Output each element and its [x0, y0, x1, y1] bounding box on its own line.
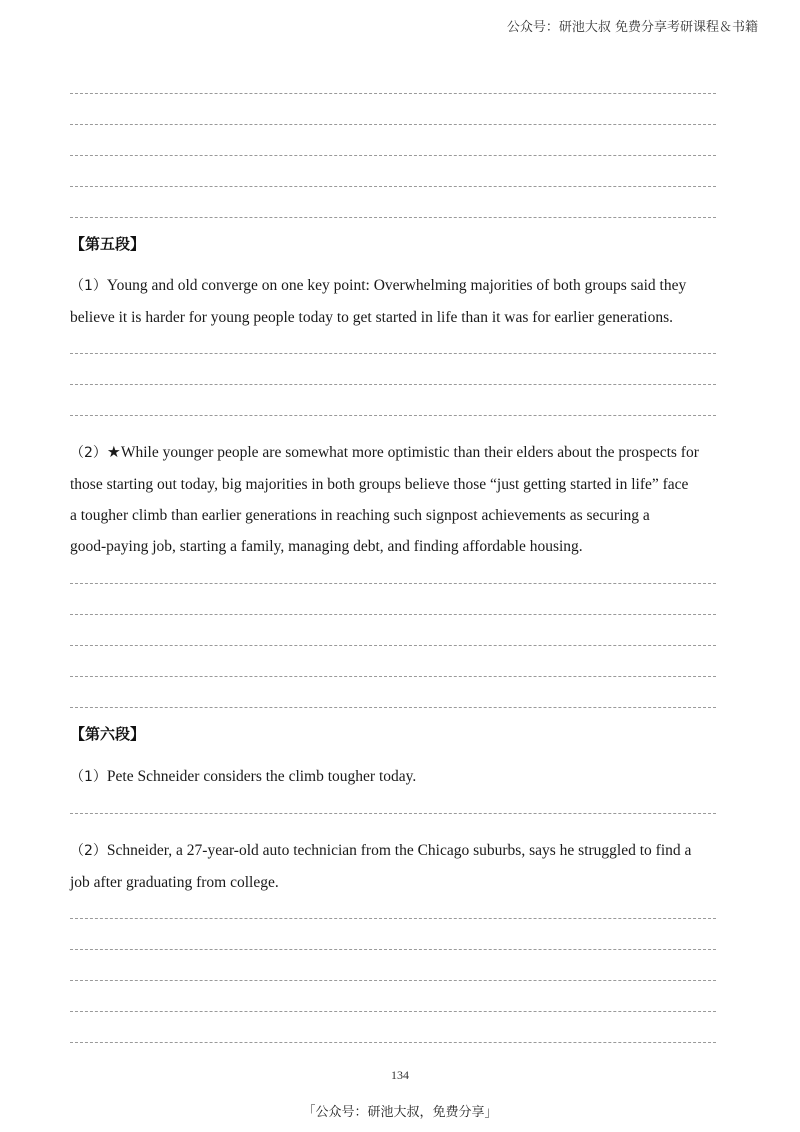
writing-line [70, 980, 716, 981]
writing-line [70, 384, 716, 385]
sentence-item [70, 835, 730, 898]
sentence-line: While younger people are somewhat more optimistic than their elders about the prospects for [120, 444, 699, 461]
sentence-number: （2） [70, 445, 107, 461]
writing-line [70, 155, 716, 156]
sentence-line: those starting out today, big majorities in both groups believe those “just getting started in life” face [70, 476, 689, 493]
sentence-line: Young and old converge on one key point: Overwhelming majorities of both groups said they [106, 277, 687, 294]
sentence-line: Pete Schneider considers the climb tougher today. [106, 768, 417, 785]
writing-line [70, 676, 716, 677]
sentence-item [70, 437, 730, 562]
writing-line [70, 949, 716, 950]
star-icon: ★ [106, 444, 121, 461]
sentence-item [70, 270, 730, 333]
page-number: 134 [391, 1068, 409, 1082]
writing-line [70, 1042, 716, 1043]
writing-line [70, 645, 716, 646]
writing-line [70, 186, 716, 187]
sentence-number: （1） [70, 769, 107, 785]
sentence-line: Schneider, a 27-year-old auto technician from the Chicago suburbs, says he struggled to find a [106, 842, 692, 859]
writing-line [70, 918, 716, 919]
footer-note: 「公众号：研池大叔，免费分享」 [302, 1105, 498, 1120]
sentence-line: job after graduating from college. [70, 874, 279, 891]
sentence-line: a tougher climb than earlier generations in reaching such signpost achievements as securing a [70, 507, 650, 524]
sentence-number: （1） [70, 278, 107, 294]
writing-line [70, 124, 716, 125]
writing-line [70, 614, 716, 615]
writing-line [70, 707, 716, 708]
writing-line [70, 583, 716, 584]
sentence-line: good-paying job, starting a family, managing debt, and finding affordable housing. [70, 538, 583, 555]
writing-line [70, 217, 716, 218]
header-note: 公众号：研池大叔 免费分享考研课程＆书籍 [506, 20, 758, 35]
writing-line [70, 415, 716, 416]
writing-line [70, 813, 716, 814]
sentence-item [70, 761, 730, 793]
writing-line [70, 1011, 716, 1012]
sentence-line: believe it is harder for young people today to get started in life than it was for earlier generations. [70, 309, 674, 326]
section-title: 【第五段】 [70, 235, 146, 253]
section-title: 【第六段】 [70, 725, 146, 743]
sentence-number: （2） [70, 843, 107, 859]
writing-line [70, 353, 716, 354]
writing-line [70, 93, 716, 94]
